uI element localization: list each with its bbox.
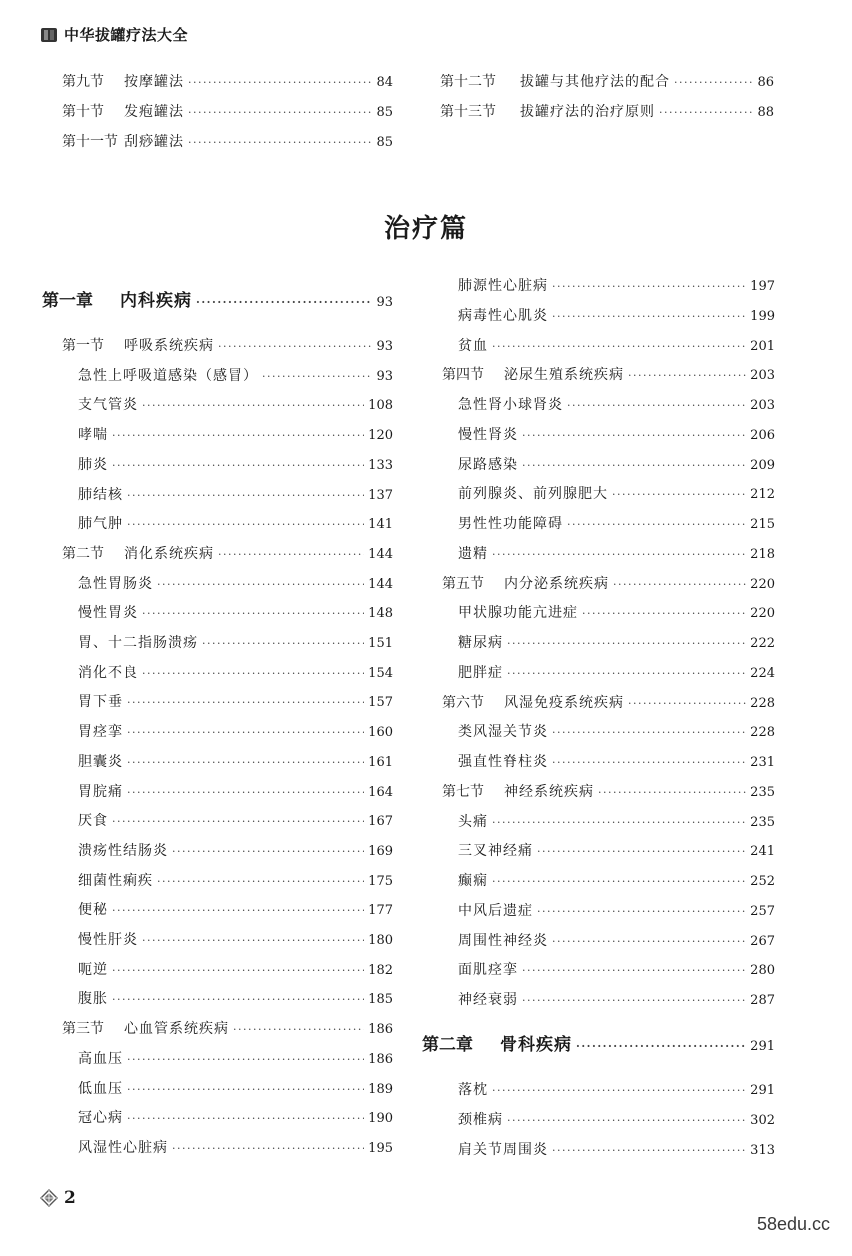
toc-item <box>78 871 393 891</box>
toc-number: 第四节 <box>442 367 484 384</box>
toc-page: 151 <box>368 636 393 651</box>
toc-title: 贫血 <box>458 337 488 354</box>
toc-item <box>78 425 393 445</box>
toc-title: 周围性神经炎 <box>458 932 548 949</box>
toc-item <box>458 306 775 326</box>
toc-page: 199 <box>750 308 775 324</box>
toc-page: 85 <box>376 135 393 150</box>
toc-page: 85 <box>376 105 393 120</box>
toc-page: 185 <box>368 992 393 1008</box>
toc-title: 胆囊炎 <box>78 753 123 770</box>
toc-title: 便秘 <box>78 902 108 919</box>
toc-title: 糖尿病 <box>458 635 503 651</box>
toc-page: 197 <box>750 279 775 294</box>
toc-leader <box>567 396 746 416</box>
toc-leader <box>507 634 746 654</box>
toc-leader <box>492 813 746 833</box>
toc-leader <box>127 515 364 535</box>
toc-item <box>458 603 775 623</box>
toc-leader <box>127 783 364 803</box>
toc-leader <box>522 991 746 1011</box>
toc-page: 302 <box>750 1112 775 1128</box>
toc-title: 泌尿生殖系统疾病 <box>504 367 624 384</box>
toc-leader <box>552 277 746 297</box>
toc-title: 前列腺炎、前列腺肥大 <box>458 486 608 503</box>
toc-title: 三叉神经痛 <box>458 843 533 860</box>
toc-page: 154 <box>368 665 393 681</box>
toc-item <box>62 72 393 92</box>
toc-leader <box>552 932 746 952</box>
toc-page: 203 <box>750 368 775 384</box>
toc-item <box>78 514 393 534</box>
toc-leader <box>233 1020 364 1040</box>
toc-item <box>458 425 775 445</box>
toc-item <box>62 132 393 152</box>
toc-number: 第十节 <box>62 104 104 120</box>
toc-title: 冠心病 <box>78 1110 123 1127</box>
toc-page: 180 <box>368 933 393 948</box>
toc-page: 133 <box>368 457 393 473</box>
toc-leader <box>507 664 746 684</box>
toc-title: 病毒性心肌炎 <box>458 307 548 324</box>
toc-item <box>78 692 393 712</box>
toc-number: 第二节 <box>62 545 104 562</box>
toc-leader <box>628 694 746 714</box>
toc-number: 第三节 <box>62 1021 104 1038</box>
toc-page: 186 <box>368 1051 393 1067</box>
toc-leader <box>127 693 364 713</box>
toc-leader <box>142 604 364 624</box>
toc-item <box>78 782 393 802</box>
toc-title: 神经系统疾病 <box>504 783 594 800</box>
toc-leader <box>552 1141 746 1161</box>
toc-item <box>78 603 393 623</box>
toc-leader <box>552 723 746 743</box>
toc-item <box>440 72 774 92</box>
toc-page: 241 <box>750 844 775 860</box>
toc-title: 拔罐与其他疗法的配合 <box>520 74 670 90</box>
toc-page: 88 <box>757 105 774 120</box>
part-title: 治疗篇 <box>383 214 468 244</box>
toc-leader <box>112 990 364 1010</box>
toc-number: 第五节 <box>442 575 484 592</box>
toc-page: 144 <box>368 576 393 592</box>
toc-page: 93 <box>376 339 393 354</box>
toc-title: 内分泌系统疾病 <box>504 575 609 592</box>
toc-item <box>458 336 775 356</box>
toc-leader <box>537 902 746 922</box>
toc-number: 第十一节 <box>62 134 118 150</box>
toc-page: 169 <box>368 843 393 859</box>
toc-page: 190 <box>368 1111 393 1127</box>
toc-page: 291 <box>750 1083 775 1098</box>
toc-title: 支气管炎 <box>78 397 138 414</box>
toc-title: 头痛 <box>458 813 488 830</box>
toc-page: 120 <box>368 428 393 444</box>
toc-title: 心血管系统疾病 <box>124 1021 229 1038</box>
toc-item <box>458 1110 775 1130</box>
toc-leader <box>142 396 364 416</box>
toc-item <box>78 485 393 505</box>
toc-leader <box>218 337 372 357</box>
toc-page: 224 <box>750 665 775 681</box>
toc-leader <box>567 515 746 535</box>
toc-item <box>458 1140 775 1160</box>
toc-page: 195 <box>368 1140 393 1156</box>
toc-number: 第十三节 <box>440 104 496 120</box>
page-number: 2 <box>64 1188 76 1208</box>
toc-leader <box>196 291 372 315</box>
toc-page: 228 <box>750 695 775 711</box>
toc-page: 84 <box>376 75 393 90</box>
toc-page: 186 <box>368 1022 393 1038</box>
toc-page: 141 <box>368 517 393 533</box>
toc-title: 呼吸系统疾病 <box>124 338 214 354</box>
toc-title: 面肌痉挛 <box>458 962 518 979</box>
toc-leader <box>202 634 364 654</box>
toc-page: 280 <box>750 963 775 979</box>
toc-page: 220 <box>750 576 775 592</box>
toc-item <box>78 752 393 772</box>
toc-leader <box>112 901 364 921</box>
toc-leader <box>218 545 364 565</box>
toc-title: 刮痧罐法 <box>124 134 184 150</box>
toc-item <box>458 752 775 772</box>
toc-page: 209 <box>750 457 775 473</box>
toc-page: 108 <box>368 398 393 414</box>
toc-item <box>78 395 393 415</box>
page-footer <box>40 1188 76 1208</box>
toc-title: 低血压 <box>78 1080 123 1097</box>
toc-title: 细菌性痢疾 <box>78 872 153 889</box>
toc-section <box>442 365 775 385</box>
toc-leader <box>157 872 364 892</box>
toc-title: 强直性脊柱炎 <box>458 754 548 770</box>
toc-title: 肩关节周围炎 <box>458 1141 548 1158</box>
toc-title: 溃疡性结肠炎 <box>78 842 168 859</box>
toc-item <box>458 663 775 683</box>
toc-leader <box>492 1081 746 1101</box>
toc-page: 222 <box>750 636 775 651</box>
toc-number: 第二章 <box>422 1035 473 1055</box>
toc-item <box>458 633 775 653</box>
toc-item <box>458 514 775 534</box>
toc-page: 160 <box>368 725 393 741</box>
toc-leader <box>582 604 746 624</box>
running-header <box>40 24 188 45</box>
watermark: 58edu.cc <box>756 1214 830 1234</box>
toc-item <box>458 276 775 296</box>
toc-title: 胃下垂 <box>78 694 123 711</box>
toc-item <box>78 366 393 386</box>
toc-chapter <box>422 1033 775 1057</box>
toc-title: 腹胀 <box>78 991 108 1008</box>
toc-item <box>78 1138 393 1158</box>
toc-item <box>78 900 393 920</box>
toc-page: 203 <box>750 398 775 413</box>
toc-page: 137 <box>368 487 393 503</box>
toc-item <box>458 722 775 742</box>
toc-title: 男性性功能障碍 <box>458 516 563 532</box>
toc-section <box>62 336 393 356</box>
toc-title: 慢性肝炎 <box>78 932 138 948</box>
toc-item <box>458 812 775 832</box>
toc-item <box>458 544 775 564</box>
toc-number: 第一节 <box>62 338 104 354</box>
toc-leader <box>112 812 364 832</box>
toc-leader <box>522 961 746 981</box>
toc-page: 189 <box>368 1081 393 1097</box>
toc-leader <box>598 783 746 803</box>
toc-title: 尿路感染 <box>458 456 518 473</box>
toc-leader <box>492 872 746 892</box>
toc-leader <box>576 1035 746 1059</box>
toc-page: 313 <box>750 1142 775 1158</box>
toc-page: 206 <box>750 427 775 443</box>
toc-item <box>78 633 393 653</box>
toc-page: 212 <box>750 487 775 503</box>
toc-title: 风湿免疫系统疾病 <box>504 694 624 711</box>
toc-item <box>458 901 775 921</box>
toc-title: 风湿性心脏病 <box>78 1139 168 1156</box>
toc-leader <box>492 337 746 357</box>
toc-leader <box>127 753 364 773</box>
toc-page: 257 <box>750 903 775 919</box>
toc-title: 发疱罐法 <box>124 104 184 120</box>
toc-leader <box>127 1050 364 1070</box>
toc-leader <box>112 961 364 981</box>
toc-title: 肺结核 <box>78 486 123 503</box>
toc-leader <box>552 753 746 773</box>
toc-title: 骨科疾病 <box>500 1035 572 1055</box>
toc-title: 颈椎病 <box>458 1111 503 1128</box>
toc-page: 252 <box>750 874 775 889</box>
toc-title: 哮喘 <box>78 427 108 444</box>
toc-leader <box>674 73 753 93</box>
toc-leader <box>537 842 746 862</box>
toc-leader <box>142 931 364 951</box>
toc-page: 157 <box>368 695 393 711</box>
toc-page: 144 <box>368 546 393 562</box>
toc-leader <box>127 1080 364 1100</box>
toc-title: 胃、十二指肠溃疡 <box>78 635 198 651</box>
toc-title: 慢性肾炎 <box>458 426 518 443</box>
toc-leader <box>172 842 364 862</box>
toc-item <box>78 1079 393 1099</box>
toc-item <box>78 841 393 861</box>
toc-page: 267 <box>750 933 775 949</box>
toc-page: 228 <box>750 725 775 741</box>
book-title: 中华拔罐疗法大全 <box>64 26 189 44</box>
toc-title: 遗精 <box>458 545 488 562</box>
toc-chapter <box>42 289 393 313</box>
toc-page: 287 <box>750 993 775 1008</box>
toc-leader <box>522 456 746 476</box>
toc-leader <box>157 575 364 595</box>
toc-title: 按摩罐法 <box>124 74 184 90</box>
toc-number: 第一章 <box>42 291 93 311</box>
toc-page: 215 <box>750 517 775 532</box>
toc-item <box>458 1080 775 1100</box>
toc-title: 肥胖症 <box>458 664 503 681</box>
toc-section <box>442 693 775 713</box>
toc-title: 急性上呼吸道感染（感冒） <box>78 367 258 384</box>
toc-leader <box>172 1139 364 1159</box>
toc-page: 93 <box>376 368 393 384</box>
toc-page: 177 <box>368 903 393 919</box>
toc-title: 胃脘痛 <box>78 783 123 800</box>
toc-title: 急性胃肠炎 <box>78 575 153 592</box>
toc-item <box>78 574 393 594</box>
toc-leader <box>188 103 372 123</box>
toc-leader <box>188 73 372 93</box>
toc-leader <box>127 486 364 506</box>
toc-page: 235 <box>750 784 775 800</box>
toc-title: 甲状腺功能亢进症 <box>458 605 578 622</box>
toc-page: 220 <box>750 606 775 622</box>
toc-leader <box>507 1111 746 1131</box>
toc-page: 201 <box>750 338 775 354</box>
toc-item <box>458 395 775 415</box>
toc-title: 急性肾小球肾炎 <box>458 397 563 413</box>
toc-section <box>62 1019 393 1039</box>
toc-leader <box>262 367 372 387</box>
toc-item <box>78 989 393 1009</box>
toc-leader <box>188 133 372 153</box>
toc-title: 癫痫 <box>458 873 488 889</box>
toc-title: 内科疾病 <box>120 291 192 311</box>
toc-title: 呃逆 <box>78 961 108 978</box>
toc-item <box>458 455 775 475</box>
toc-title: 肺源性心脏病 <box>458 278 548 294</box>
toc-title: 肺炎 <box>78 456 108 473</box>
toc-title: 消化系统疾病 <box>124 545 214 562</box>
toc-page: 231 <box>750 755 775 770</box>
toc-title: 消化不良 <box>78 664 138 681</box>
toc-leader <box>613 575 746 595</box>
toc-item <box>78 930 393 950</box>
toc-leader <box>127 1109 364 1129</box>
toc-title: 胃痉挛 <box>78 724 123 741</box>
toc-page: 164 <box>368 784 393 800</box>
book-icon <box>40 26 58 44</box>
toc-page: 182 <box>368 962 393 978</box>
toc-page: 93 <box>376 295 393 310</box>
toc-page: 291 <box>750 1039 775 1054</box>
toc-item <box>78 663 393 683</box>
toc-leader <box>552 307 746 327</box>
toc-item <box>78 1049 393 1069</box>
toc-title: 肺气肿 <box>78 516 123 533</box>
toc-page: 175 <box>368 873 393 889</box>
toc-item <box>78 811 393 831</box>
toc-page: 148 <box>368 606 393 622</box>
toc-number: 第十二节 <box>440 74 496 90</box>
toc-item <box>458 841 775 861</box>
toc-page: 86 <box>757 75 774 90</box>
toc-item <box>78 960 393 980</box>
toc-title: 落枕 <box>458 1082 488 1098</box>
toc-title: 慢性胃炎 <box>78 605 138 622</box>
toc-section <box>442 574 775 594</box>
toc-item <box>62 102 393 122</box>
toc-leader <box>112 456 364 476</box>
toc-leader <box>612 485 746 505</box>
toc-title: 中风后遗症 <box>458 902 533 919</box>
toc-item <box>458 931 775 951</box>
toc-number: 第六节 <box>442 694 484 711</box>
toc-leader <box>659 103 753 123</box>
toc-leader <box>492 545 746 565</box>
toc-page: 167 <box>368 814 393 830</box>
toc-item <box>78 722 393 742</box>
toc-item <box>458 871 775 891</box>
toc-item <box>78 455 393 475</box>
toc-page: 161 <box>368 754 393 770</box>
ornament-icon <box>40 1189 58 1207</box>
toc-page: 218 <box>750 546 775 562</box>
toc-leader <box>142 664 364 684</box>
toc-number: 第九节 <box>62 74 104 90</box>
toc-leader <box>628 366 746 386</box>
toc-title: 拔罐疗法的治疗原则 <box>520 104 655 120</box>
toc-item <box>440 102 774 122</box>
toc-title: 类风湿关节炎 <box>458 724 548 741</box>
toc-item <box>458 960 775 980</box>
toc-number: 第七节 <box>442 783 484 800</box>
toc-item <box>458 990 775 1010</box>
toc-title: 高血压 <box>78 1050 123 1067</box>
toc-section <box>442 782 775 802</box>
toc-title: 厌食 <box>78 813 108 830</box>
toc-page: 235 <box>750 814 775 830</box>
toc-leader <box>112 426 364 446</box>
toc-title: 神经衰弱 <box>458 992 518 1008</box>
toc-leader <box>522 426 746 446</box>
toc-section <box>62 544 393 564</box>
toc-item <box>78 1108 393 1128</box>
toc-item <box>458 484 775 504</box>
toc-leader <box>127 723 364 743</box>
